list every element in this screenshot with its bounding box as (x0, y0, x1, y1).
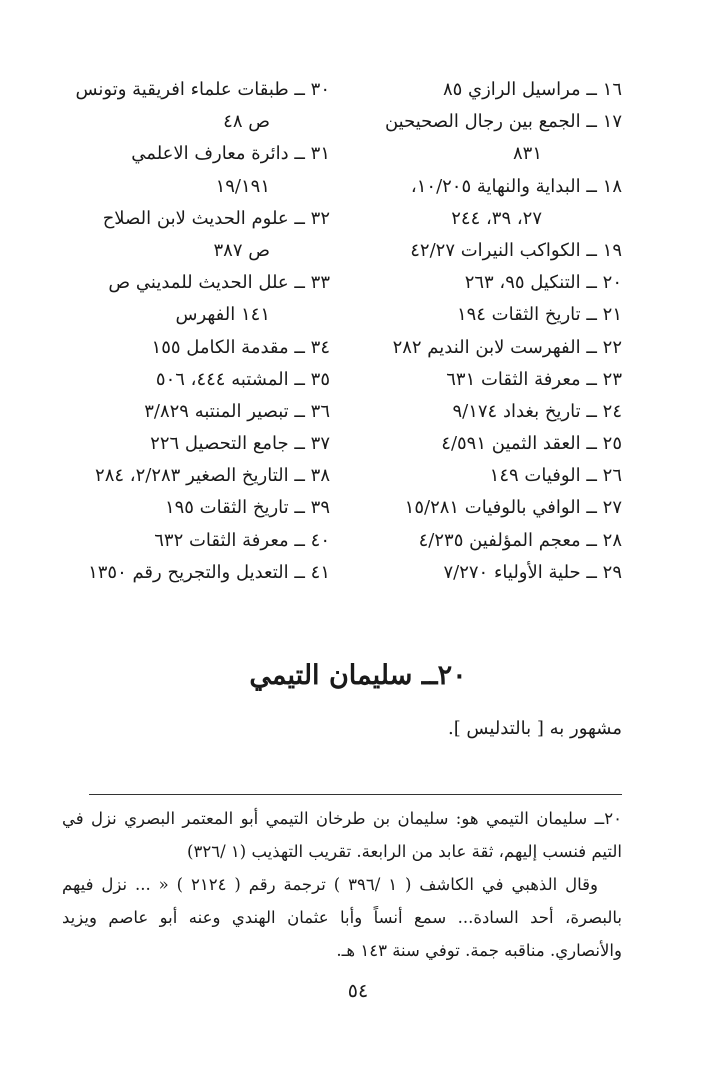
reference-line: ١٧ ــ الجمع بين رجال الصحيحين (384, 111, 622, 133)
reference-line: ٢٩ ــ حلية الأولياء ٧/٢٧٠ (443, 561, 622, 583)
reference-line: ٣٢ ــ علوم الحديث لابن الصلاح (102, 207, 330, 229)
reference-line: ٣٩ ــ تاريخ الثقات ١٩٥ (164, 497, 330, 519)
reference-line: ٢٧، ٣٩، ٢٤٤ (451, 207, 542, 229)
reference-line: ٣٦ ــ تبصير المنتبه ٣/٨٢٩ (144, 400, 330, 422)
reference-line: ٢١ ــ تاريخ الثقات ١٩٤ (456, 304, 622, 326)
reference-line: ٤٠ ــ معرفة الثقات ٦٣٢ (154, 529, 330, 551)
footnote-paragraph: ٢٠ــ سليمان التيمي هو: سليمان بن طرخان التيمي أبو المعتمر البصري نزل في التيم فنسب إليهم، ثقة عابد من الرابعة. تقريب التهذيب (١ /٣٢٦) (62, 809, 622, 861)
reference-line: ٨٣١ (512, 143, 542, 165)
reference-line: ٤١ ــ التعديل والتجريح رقم ١٣٥٠ (88, 561, 330, 583)
reference-line: ٣٠ ــ طبقات علماء افريقية وتونس (75, 79, 330, 100)
reference-line: ص ٣٨٧ (213, 239, 270, 261)
footnote (62, 802, 622, 967)
reference-line: ٣٧ ــ جامع التحصيل ٢٢٦ (150, 433, 330, 455)
reference-line: ١٦ ــ مراسيل الرازي ٨٥ (442, 79, 622, 100)
reference-line: ٢٥ ــ العقد الثمين ٤/٥٩١ (441, 433, 622, 455)
section-heading: ٢٠ــ سليمان التيمي (249, 660, 467, 691)
reference-column-right (364, 74, 622, 589)
reference-line: ٣١ ــ دائرة معارف الاعلمي (131, 143, 330, 165)
reference-line: ٢٨ ــ معجم المؤلفين ٤/٢٣٥ (418, 529, 622, 551)
reference-line: ٢٢ ــ الفهرست لابن النديم ٢٨٢ (392, 336, 622, 358)
footnote-divider (89, 794, 622, 795)
reference-line: ١٩/١٩١ (215, 175, 270, 197)
reference-line: ١٨ ــ البداية والنهاية ١٠/٢٠٥، (410, 175, 622, 197)
reference-line: ١٩ ــ الكواكب النيرات ٤٢/٢٧ (410, 239, 622, 261)
page-number: ٥٤ (347, 980, 369, 1002)
reference-line: ٣٨ ــ التاريخ الصغير ٢/٢٨٣، ٢٨٤ (95, 465, 330, 487)
intro-text: مشهور به [ بالتدليس ]. (447, 718, 622, 739)
reference-line: ٣٥ ــ المشتبه ٤٤٤، ٥٠٦ (155, 368, 330, 390)
reference-line: ص ٤٨ (223, 111, 270, 133)
reference-line: ٢٤ ــ تاريخ بغداد ٩/١٧٤ (452, 400, 622, 422)
reference-line: ٢٣ ــ معرفة الثقات ٦٣١ (446, 368, 622, 390)
footnote-paragraph: وقال الذهبي في الكاشف ( ١ /٣٩٦ ) ترجمة رقم ( ٢١٢٤ ) « ... نزل فيهم بالبصرة، أحد السادة... سمع أنساً وأبا عثمان الهندي وعنه أبو عاصم ويزيد والأنصاري. مناقبه جمة. توفي سنة ١٤٣ هـ. (62, 875, 622, 960)
reference-column-left (68, 74, 330, 589)
reference-line: ١٤١ الفهرس (175, 304, 270, 326)
reference-line: ٢٧ ــ الوافي بالوفيات ١٥/٢٨١ (404, 497, 622, 519)
reference-line: ٢٦ ــ الوفيات ١٤٩ (489, 465, 622, 487)
reference-line: ٢٠ ــ التنكيل ٩٥، ٢٦٣ (464, 272, 622, 294)
reference-line: ٣٤ ــ مقدمة الكامل ١٥٥ (151, 336, 330, 358)
reference-line: ٣٣ ــ علل الحديث للمديني ص (108, 272, 330, 294)
